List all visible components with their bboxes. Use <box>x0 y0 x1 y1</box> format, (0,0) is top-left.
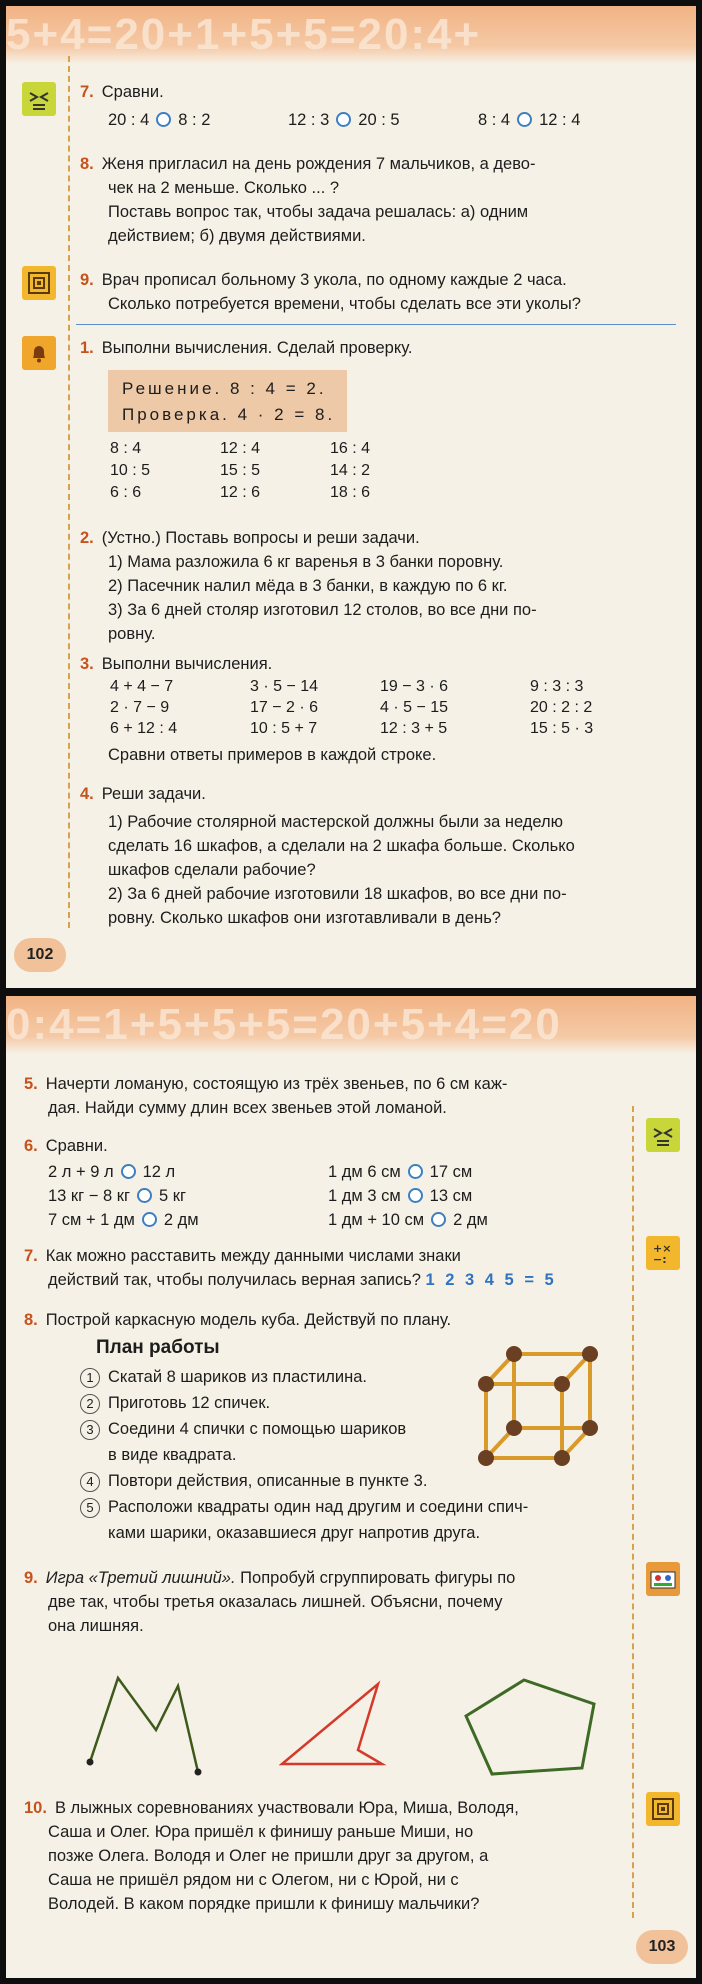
task-9 <box>80 268 688 316</box>
expression: 14 : 2 <box>330 462 371 479</box>
plan-step: 3 Соедини 4 спички с помощью шариков <box>80 1416 620 1442</box>
text-line: действием; б) двумя действиями. <box>108 227 366 245</box>
task-number: 9. <box>24 1569 38 1587</box>
compare-item: 1 дм 3 см 13 см <box>328 1187 473 1205</box>
task-8 <box>80 152 688 248</box>
text-line: она лишняя. <box>48 1617 144 1635</box>
compare-item: 2 л + 9 л 12 л <box>48 1163 176 1181</box>
exercise-3 <box>80 652 688 767</box>
text-line: 3) За 6 дней столяр изготовил 12 столов, во все дни по- <box>108 601 537 619</box>
svg-text:+×: +× <box>653 1242 672 1255</box>
operations-icon <box>646 1236 680 1270</box>
text-line: шкафов сделали рабочие? <box>108 861 316 879</box>
expression: 2 · 7 − 9 <box>110 699 170 716</box>
pentagon-figure <box>466 1680 594 1774</box>
check-label: Проверка. <box>122 405 230 424</box>
expression: 6 + 12 : 4 <box>110 720 178 737</box>
plan-step: 5 Расположи квадраты один над другим и соедини спич- <box>80 1494 620 1520</box>
task-number: 3. <box>80 655 94 673</box>
task-title: Построй каркасную модель куба. Действуй по плану. <box>45 1311 452 1329</box>
compare-circle[interactable] <box>156 112 171 127</box>
task-number: 5. <box>24 1075 38 1093</box>
text-line: позже Олега. Володя и Олег не пришли друг за другом, а <box>48 1847 489 1865</box>
text-line: Начерти ломаную, состоящую из трёх звеньев, по 6 см каж- <box>45 1075 508 1093</box>
expression: 12 : 3 + 5 <box>380 720 448 737</box>
text-line: ровну. <box>108 625 156 643</box>
compare-icon <box>22 82 56 116</box>
expression: 18 : 6 <box>330 484 371 501</box>
page-number: 102 <box>14 938 66 972</box>
task-number: 2. <box>80 529 94 547</box>
plan-step: 4 Повтори действия, описанные в пункте 3. <box>80 1468 620 1494</box>
task-title: Реши задачи. <box>101 785 206 803</box>
compare-circle[interactable] <box>336 112 351 127</box>
expression: 15 : 5 <box>220 462 261 479</box>
text-line: 2) За 6 дней рабочие изготовили 18 шкафов, во все дни по- <box>108 885 567 903</box>
puzzle-icon <box>646 1792 680 1826</box>
text-line: 1) Мама разложила 6 кг варенья в 3 банки поровну. <box>108 553 504 571</box>
text-line: В лыжных соревнованиях участвовали Юра, Миша, Володя, <box>54 1799 519 1817</box>
plan-title: План работы <box>96 1337 220 1358</box>
text-line: Сравни ответы примеров в каждой строке. <box>108 746 437 764</box>
compare-item: 12 : 3 20 : 5 <box>288 111 400 129</box>
text-line: Поставь вопрос так, чтобы задача решалась: а) одним <box>108 203 529 221</box>
solution-label: Решение. <box>122 379 223 398</box>
plan-step: 1 Скатай 8 шариков из пластилина. <box>80 1364 620 1390</box>
task-number: 7. <box>24 1247 38 1265</box>
text-line: две так, чтобы третья оказалась лишней. Объясни, почему <box>48 1593 503 1611</box>
task-5 <box>24 1072 620 1120</box>
text-line: действий так, чтобы получилась верная запись? <box>48 1271 421 1289</box>
compare-circle[interactable] <box>431 1212 446 1227</box>
text-line: ровну. Сколько шкафов они изготавливали в день? <box>108 909 501 927</box>
concave-quadrilateral-figure <box>282 1684 382 1764</box>
task-number: 4. <box>80 785 94 803</box>
expression: 10 : 5 <box>110 462 151 479</box>
check-value: 4 · 2 = 8. <box>237 405 336 424</box>
expression: 10 : 5 + 7 <box>250 720 318 737</box>
task-10 <box>24 1796 620 1916</box>
text-line: 2) Пасечник налил мёда в 3 банки, в каждую по 6 кг. <box>108 577 508 595</box>
text-line: 1) Рабочие столярной мастерской должны были за неделю <box>108 813 564 831</box>
exercise-1 <box>80 336 688 504</box>
page-103 <box>6 996 696 1978</box>
header-band: 5+4=20+1+5+5=20:4+ <box>6 6 696 64</box>
plan-step: 2 Приготовь 12 спичек. <box>80 1390 620 1416</box>
compare-circle[interactable] <box>517 112 532 127</box>
figures-illustration <box>76 1664 656 1784</box>
compare-circle[interactable] <box>408 1188 423 1203</box>
game-icon <box>646 1562 680 1596</box>
task-number: 10. <box>24 1799 47 1817</box>
text-line: Володей. В каком порядке пришли к финишу мальчики? <box>48 1895 480 1913</box>
task-title: Сравни. <box>45 1137 108 1155</box>
compare-circle[interactable] <box>408 1164 423 1179</box>
task-title: Сравни. <box>101 83 164 101</box>
task-number: 8. <box>80 155 94 173</box>
task-9 <box>24 1566 620 1638</box>
compare-item: 8 : 4 12 : 4 <box>478 111 581 129</box>
task-number: 1. <box>80 339 94 357</box>
compare-item: 1 дм 6 см 17 см <box>328 1163 473 1181</box>
expression: 6 : 6 <box>110 484 142 501</box>
text-line: Саша и Олег. Юра пришёл к финишу раньше Миши, но <box>48 1823 474 1841</box>
text-line: Сколько потребуется времени, чтобы сделать все эти уколы? <box>108 295 581 313</box>
task-7 <box>24 1244 620 1292</box>
expression: 15 : 5 · 3 <box>530 720 594 737</box>
margin-line <box>68 56 70 928</box>
expression: 12 : 4 <box>220 440 261 457</box>
compare-item: 13 кг − 8 кг 5 кг <box>48 1187 186 1205</box>
expression: 3 · 5 − 14 <box>250 678 319 695</box>
section-divider <box>76 324 676 325</box>
margin-line <box>632 1106 634 1918</box>
svg-text:−:: −: <box>653 1253 667 1265</box>
task-7 <box>80 80 688 132</box>
solution-box <box>108 370 688 432</box>
compare-circle[interactable] <box>137 1188 152 1203</box>
text-line: ками шарики, оказавшиеся друг напротив друга. <box>108 1524 481 1542</box>
expression: 9 : 3 : 3 <box>530 678 584 695</box>
expression: 20 : 2 : 2 <box>530 699 593 716</box>
text-line: чек на 2 меньше. Сколько ... ? <box>108 179 340 197</box>
task-title: (Устно.) Поставь вопросы и реши задачи. <box>101 529 420 547</box>
compare-circle[interactable] <box>142 1212 157 1227</box>
computation-grid <box>110 676 688 739</box>
expression: 4 · 5 − 15 <box>380 699 449 716</box>
polyline-figure <box>87 1678 202 1776</box>
expression: 12 : 6 <box>220 484 261 501</box>
task-number: 8. <box>24 1311 38 1329</box>
text-line: дая. Найди сумму длин всех звеньев этой ломаной. <box>48 1099 447 1117</box>
task-number: 6. <box>24 1137 38 1155</box>
compare-item: 20 : 4 8 : 2 <box>108 111 211 129</box>
task-number: 9. <box>80 271 94 289</box>
text-line: в виде квадрата. <box>108 1446 237 1464</box>
task-title: Выполни вычисления. <box>101 655 273 673</box>
compare-icon <box>646 1118 680 1152</box>
text-line: Женя пригласил на день рождения 7 мальчиков, а дево- <box>101 155 536 173</box>
expression: 19 − 3 · 6 <box>380 678 449 695</box>
page-number: 103 <box>636 1930 688 1964</box>
solution-value: 8 : 4 = 2. <box>229 379 327 398</box>
cube-model-image <box>472 1340 612 1480</box>
game-title: Игра «Третий лишний». <box>45 1569 236 1587</box>
compare-item: 1 дм + 10 см 2 дм <box>328 1211 488 1229</box>
page-102 <box>6 6 696 988</box>
task-title: Выполни вычисления. Сделай проверку. <box>101 339 413 357</box>
task-6 <box>24 1134 620 1232</box>
header-band: 0:4=1+5+5+5=20+5+4=20 <box>6 996 696 1054</box>
expression: 4 + 4 − 7 <box>110 678 174 695</box>
text-line: Как можно расставить между данными числами знаки <box>45 1247 461 1265</box>
expression: 16 : 4 <box>330 440 371 457</box>
text-line: Врач прописал больному 3 укола, по одному каждые 2 часа. <box>101 271 567 289</box>
task-number: 7. <box>80 83 94 101</box>
compare-circle[interactable] <box>121 1164 136 1179</box>
text-line: Саша не пришёл рядом ни с Олегом, ни с Юрой, ни с <box>48 1871 459 1889</box>
text-line: сделать 16 шкафов, а сделали на 2 шкафа больше. Сколько <box>108 837 575 855</box>
compare-item: 7 см + 1 дм 2 дм <box>48 1211 199 1229</box>
text-line: Попробуй сгруппировать фигуры по <box>240 1569 516 1587</box>
exercise-4 <box>80 782 688 930</box>
expression: 17 − 2 · 6 <box>250 699 319 716</box>
puzzle-icon <box>22 266 56 300</box>
expression: 8 : 4 <box>110 440 142 457</box>
exercise-2 <box>80 526 688 646</box>
computation-grid <box>110 438 688 504</box>
number-sequence: 1 2 3 4 5 = 5 <box>425 1271 557 1289</box>
bell-icon <box>22 336 56 370</box>
